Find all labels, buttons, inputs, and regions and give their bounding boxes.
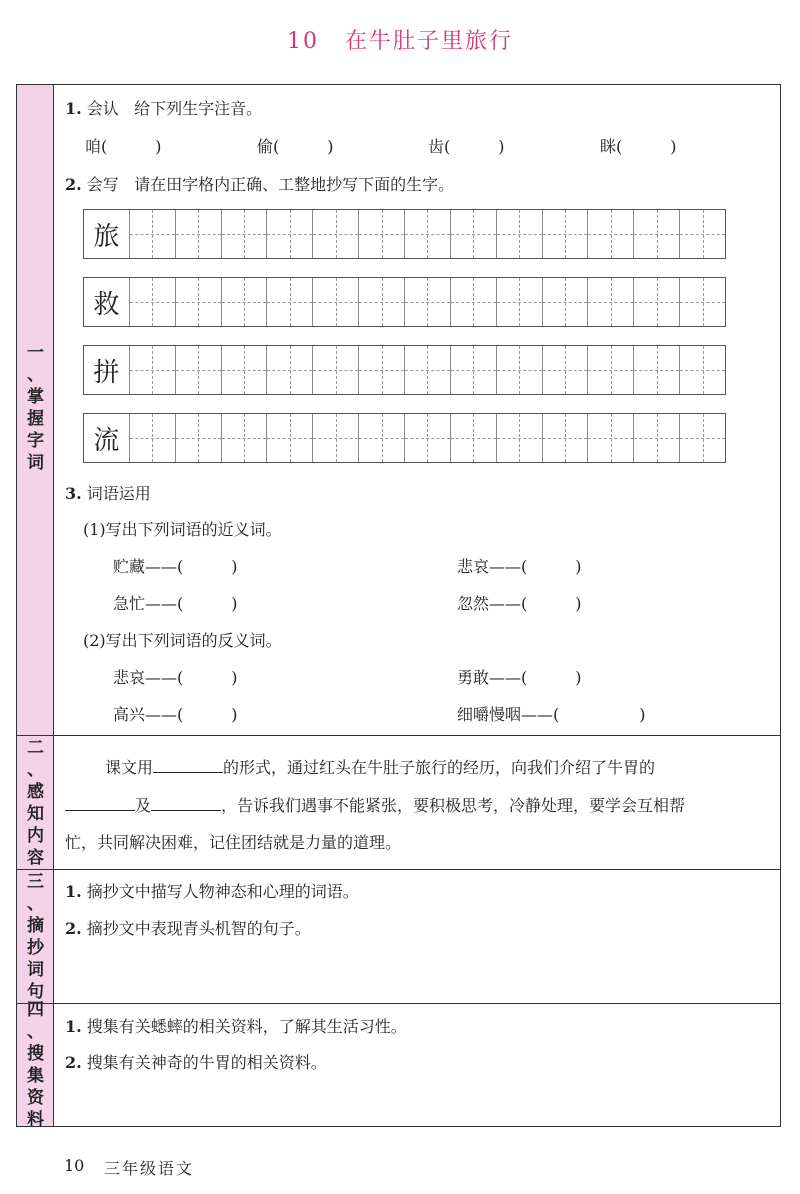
section-title-2: 二 、 感 知 内 容 — [27, 738, 44, 868]
q2-heading: 2. 会写 请在田字格内正确、工整地抄写下面的生字。 — [65, 175, 455, 194]
s4-item-2: 2. 搜集有关神奇的牛胃的相关资料。 — [65, 1053, 327, 1072]
antonym-item: 细嚼慢咽——( ) — [457, 705, 646, 724]
antonym-item: 勇敢——( ) — [457, 668, 582, 687]
summary-line-3: 忙，共同解决困难，记住团结就是力量的道理。 — [65, 833, 402, 852]
pinyin-item: 偷( ) — [257, 137, 334, 156]
summary-line-1: 课文用 的形式，通过红头在牛肚子旅行的经历，向我们介绍了牛胃的 — [105, 758, 656, 777]
page-title — [0, 24, 800, 55]
sample-char-cell: 旅 — [84, 210, 130, 258]
synonym-item: 悲哀——( ) — [457, 557, 582, 576]
page-number: 10 — [64, 1156, 85, 1175]
writing-grid-row[interactable] — [83, 413, 726, 463]
fill-blank[interactable] — [151, 796, 221, 811]
sample-char-cell: 拼 — [84, 346, 130, 394]
pinyin-item: 齿( ) — [428, 137, 505, 156]
section-divider — [17, 869, 780, 870]
section-title-4: 四 、 搜 集 资 料 — [27, 1000, 44, 1130]
writing-grid-row[interactable] — [83, 209, 726, 259]
lesson-number: 10 — [286, 29, 319, 54]
antonym-item: 高兴——( ) — [113, 705, 238, 724]
summary-line-2: 及 ，告诉我们遇事不能紧张，要积极思考，冷静处理，要学会互相帮 — [65, 793, 685, 816]
section-divider — [17, 735, 780, 736]
q3-sub1: (1)写出下列词语的近义词。 — [83, 520, 282, 539]
synonym-item: 贮藏——( ) — [113, 557, 238, 576]
q3-sub2: (2)写出下列词语的反义词。 — [83, 631, 282, 650]
writing-grid-row[interactable] — [83, 277, 726, 327]
s3-item-2: 2. 摘抄文中表现青头机智的句子。 — [65, 919, 311, 938]
pinyin-item: 眯( ) — [600, 137, 677, 156]
s3-item-1: 1. 摘抄文中描写人物神态和心理的词语。 — [65, 882, 359, 901]
synonym-item: 忽然——( ) — [457, 594, 582, 613]
writing-grid-row[interactable] — [83, 345, 726, 395]
antonym-item: 悲哀——( ) — [113, 668, 238, 687]
synonym-item: 急忙——( ) — [113, 594, 238, 613]
sample-char-cell: 救 — [84, 278, 130, 326]
section-divider — [17, 1003, 780, 1004]
q1-heading: 1. 会认 给下列生字注音。 — [65, 99, 263, 118]
q3-heading: 3. 词语运用 — [65, 484, 151, 503]
lesson-title: 在牛肚子里旅行 — [344, 29, 513, 54]
fill-blank[interactable] — [153, 758, 223, 773]
section-title-1: 一 、 掌 握 字 词 — [27, 343, 44, 473]
sample-char-cell: 流 — [84, 414, 130, 462]
s4-item-1: 1. 搜集有关蟋蟀的相关资料，了解其生活习性。 — [65, 1017, 407, 1036]
book-name: 三年级语文 — [104, 1159, 195, 1178]
section-title-3: 三 、 摘 抄 词 句 — [27, 872, 44, 1002]
pinyin-item: 咱( ) — [85, 137, 162, 156]
fill-blank[interactable] — [65, 796, 135, 811]
